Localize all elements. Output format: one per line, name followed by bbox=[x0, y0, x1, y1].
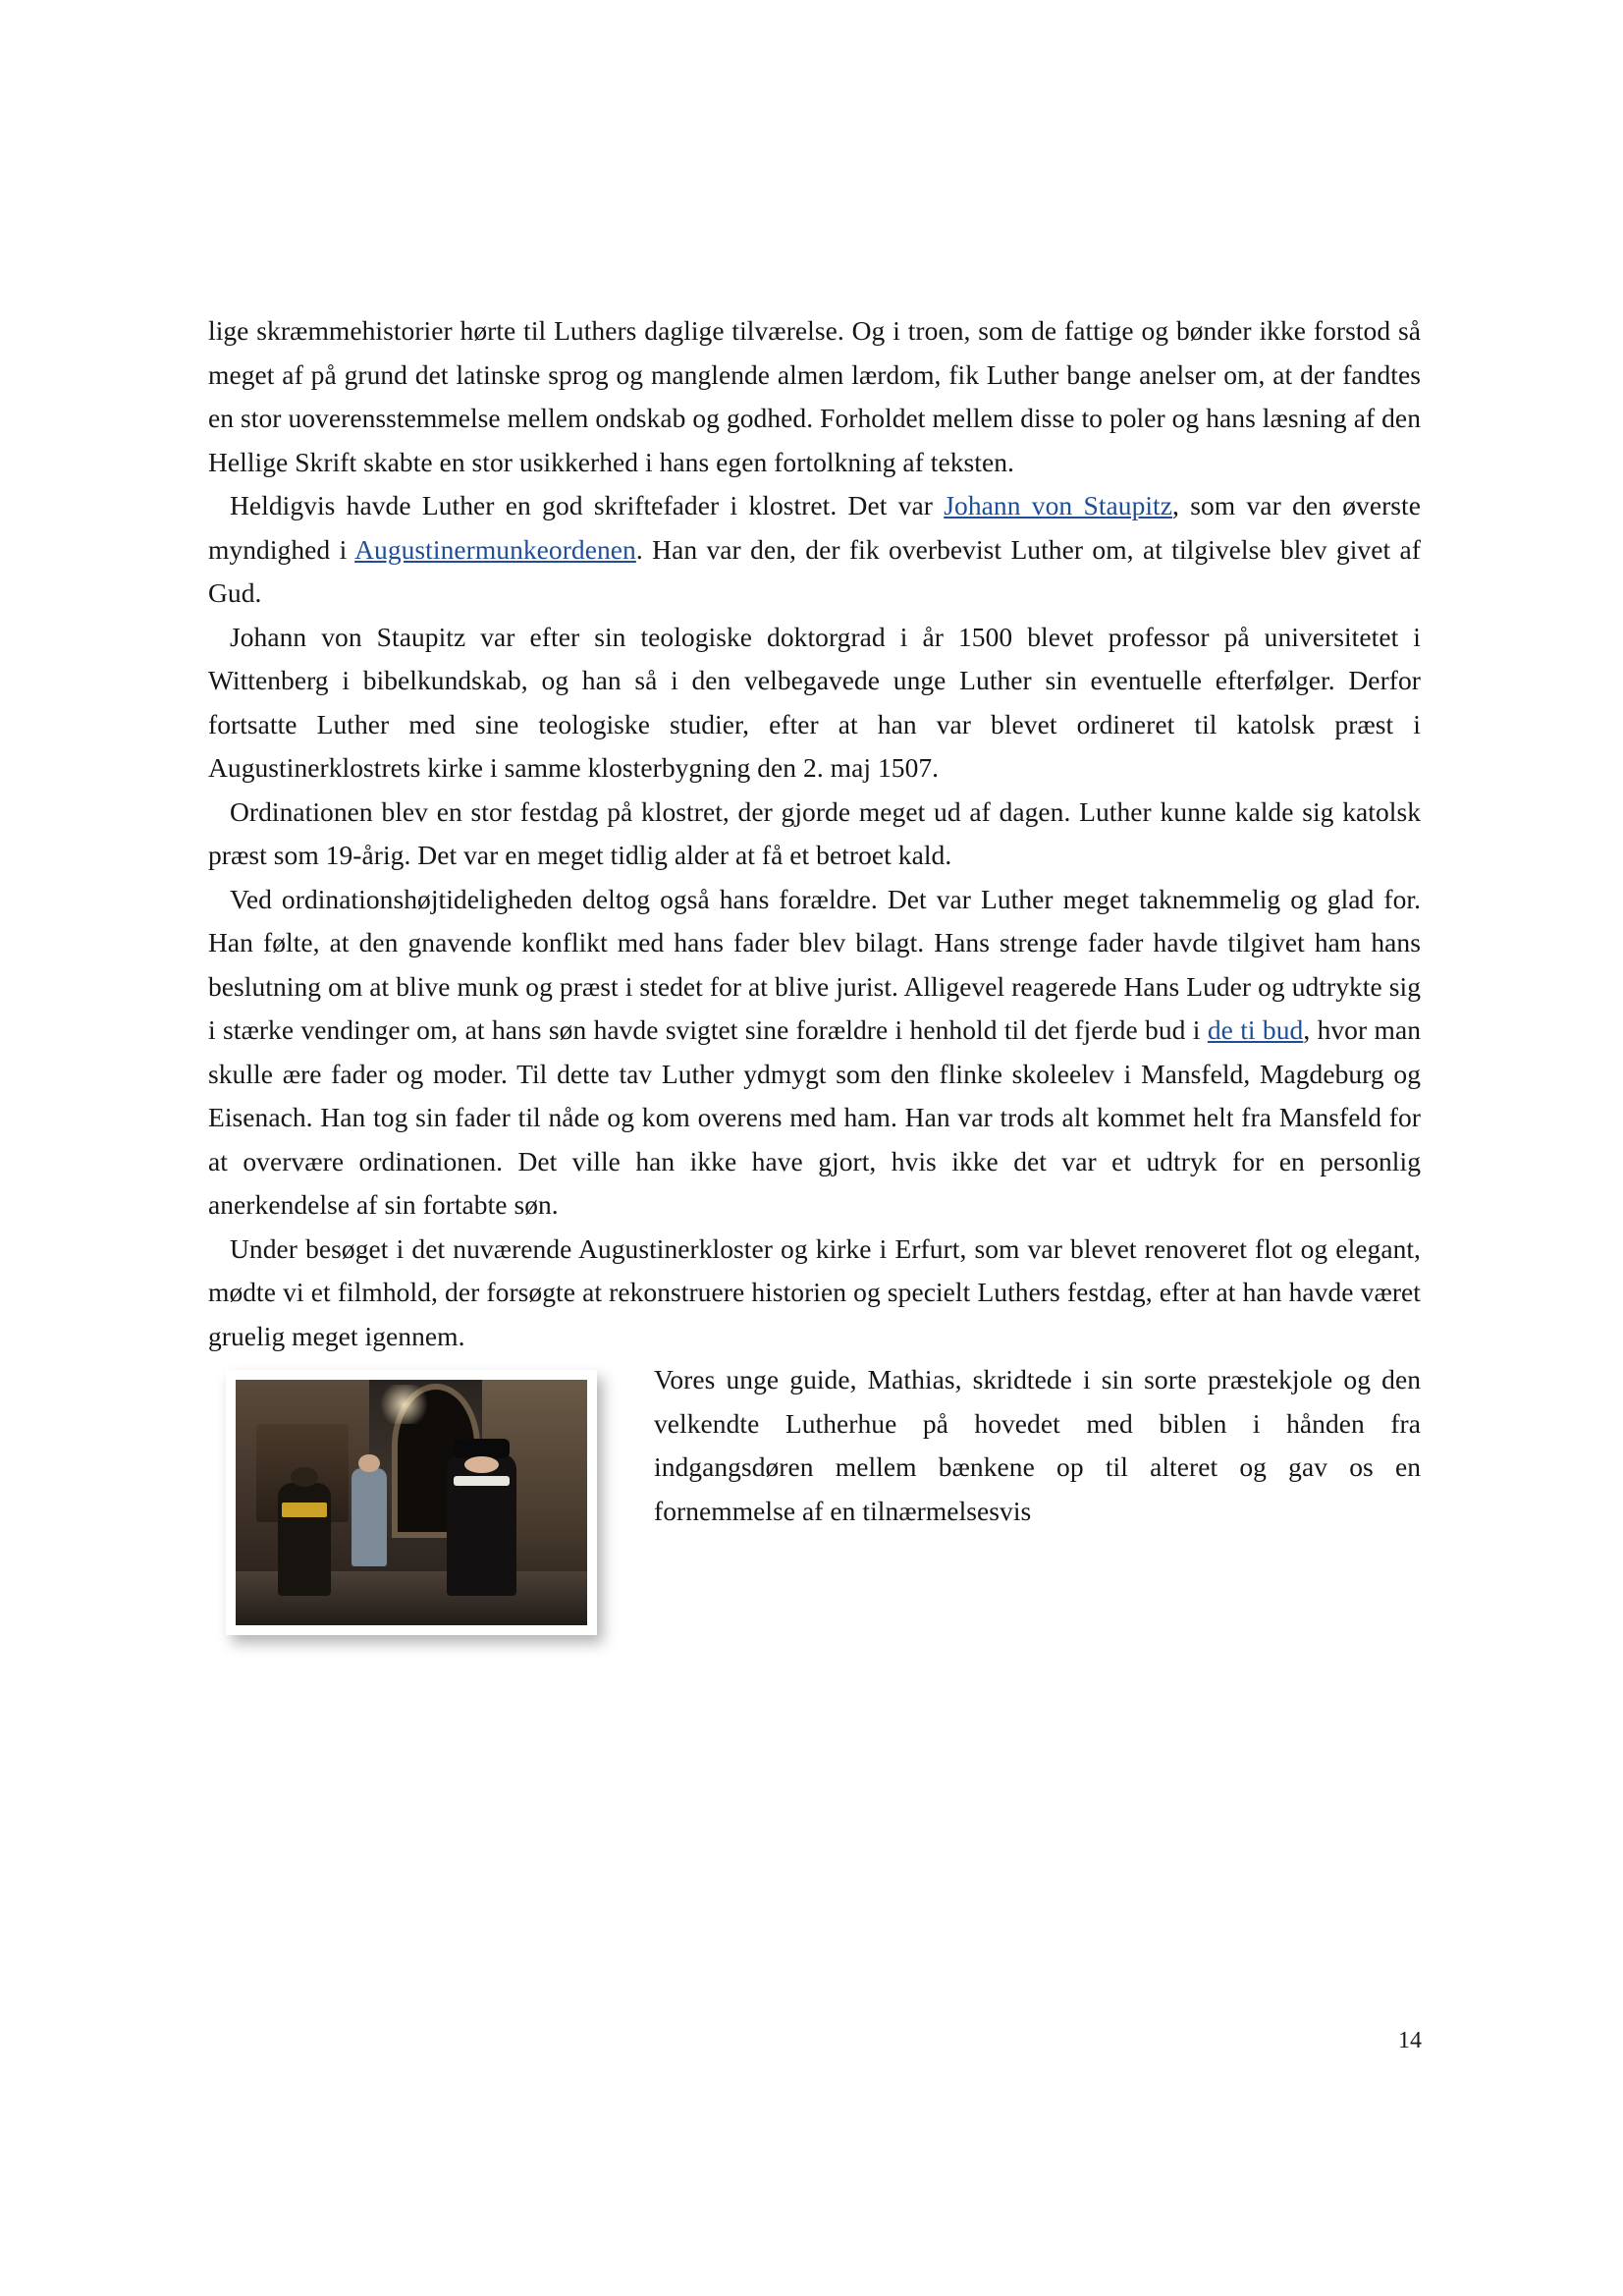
church-interior-photo bbox=[226, 1370, 619, 1645]
paragraph-2-text-a: Heldigvis havde Luther en god skriftefader i klostret. Det var bbox=[230, 490, 945, 520]
paragraph-4-text: Ordinationen blev en stor festdag på klostret, der gjorde meget ud af dagen. Luther kunne kalde sig katolsk præst som 19-årig. Det var en meget tidlig alder at få et betroet kald. bbox=[208, 795, 1421, 870]
photo-person-guide bbox=[447, 1453, 517, 1596]
paragraph-5-text-b: , hvor man skulle ære fader og moder. Til dette tav Luther ydmygt som den flinke skoleelev i Mansfeld, Magdeburg og Eisenach. Han tog sin fader til nåde og kom overens med ham. Han var trods alt kommet helt fra Mansfeld for at overvære ordinationen. Det ville han ikke have gjort, hvis ikke det var et udtryk for en personlig anerkendelse af sin fortabte søn. bbox=[208, 1014, 1421, 1220]
photo-guide-collar bbox=[454, 1476, 510, 1486]
paragraph-2-text-c: . Han var den, der fik overbevist Luther om, at tilgivelse blev givet af Gud. bbox=[208, 533, 1421, 608]
paragraph-5 bbox=[208, 878, 1421, 1228]
paragraph-2-text-b: , som var den øverste myndighed i bbox=[208, 490, 1421, 565]
paragraph-1 bbox=[208, 309, 1421, 484]
photo-person-visitor bbox=[352, 1468, 387, 1566]
photo-frame bbox=[226, 1370, 597, 1635]
text-column bbox=[208, 309, 1421, 1655]
photo-guide-face bbox=[464, 1456, 500, 1474]
paragraph-7-text: Vores unge guide, Mathias, skridtede i sin sorte præstekjole og den velkendte Lutherhue på hovedet med biblen i hånden fra indgangsdøren mellem bænkene op til alteret og gav os en fornemmelse af en tilnærmelsesvis bbox=[654, 1364, 1421, 1526]
link-augustinermunkeordenen[interactable]: Augustinermunkeordenen bbox=[354, 533, 636, 565]
paragraph-6-text: Under besøget i det nuværende Augustinerkloster og kirke i Erfurt, som var blevet renoveret flot og elegant, mødte vi et filmhold, der forsøgte at rekonstruere historien og specielt Luthers festdag, efter at han havde været gruelig meget igennem. bbox=[208, 1232, 1421, 1351]
photo-luther-hat bbox=[454, 1439, 510, 1458]
photo-person-crew bbox=[278, 1483, 331, 1596]
photo-light-glow bbox=[376, 1385, 432, 1424]
paragraph-3 bbox=[208, 616, 1421, 791]
paragraph-5-text-a: Ved ordinationshøjtideligheden deltog også hans forældre. Det var Luther meget taknemmelig og glad for. Han følte, at den gnavende konflikt med hans fader blev bilagt. Hans strenge fader havde tilgivet ham hans beslutning om at blive munk og præst i stedet for at blive jurist. Alligevel reagerede Hans Luder og udtrykte sig i stærke vendinger om, at hans søn havde svigtet sine forældre i henhold til det fjerde bud i bbox=[208, 883, 1421, 1045]
photo-equipment bbox=[282, 1503, 328, 1517]
paragraph-4 bbox=[208, 791, 1421, 878]
paragraph-2 bbox=[208, 484, 1421, 616]
paragraph-6 bbox=[208, 1228, 1421, 1359]
paragraph-1-text: lige skræmmehistorier hørte til Luthers daglige tilværelse. Og i troen, som de fattige og bønder ikke forstod så meget af på grund det latinske sprog og manglende almen lærdom, fik Luther bange anelser om, at der fandtes en stor uoverensstemmelse mellem ondskab og godhed. Forholdet mellem disse to poler og hans læsning af den Hellige Skrift skabte en stor usikkerhed i hans egen fortolkning af teksten. bbox=[208, 315, 1421, 477]
link-de-ti-bud[interactable]: de ti bud bbox=[1207, 1014, 1304, 1045]
paragraph-3-text: Johann von Staupitz var efter sin teologiske doktorgrad i år 1500 blevet professor på universitetet i Wittenberg i bibelkundskab, og han så i den velbegavede unge Luther sin eventuelle efterfølger. Derfor fortsatte Luther med sine teologiske studier, efter at han var blevet ordineret til katolsk præst i Augustinerklostrets kirke i samme klosterbygning den 2. maj 1507. bbox=[208, 621, 1421, 783]
photo-image bbox=[236, 1380, 587, 1625]
page-number: 14 bbox=[1398, 2028, 1422, 2053]
link-johann-von-staupitz[interactable]: Johann von Staupitz bbox=[944, 490, 1173, 520]
